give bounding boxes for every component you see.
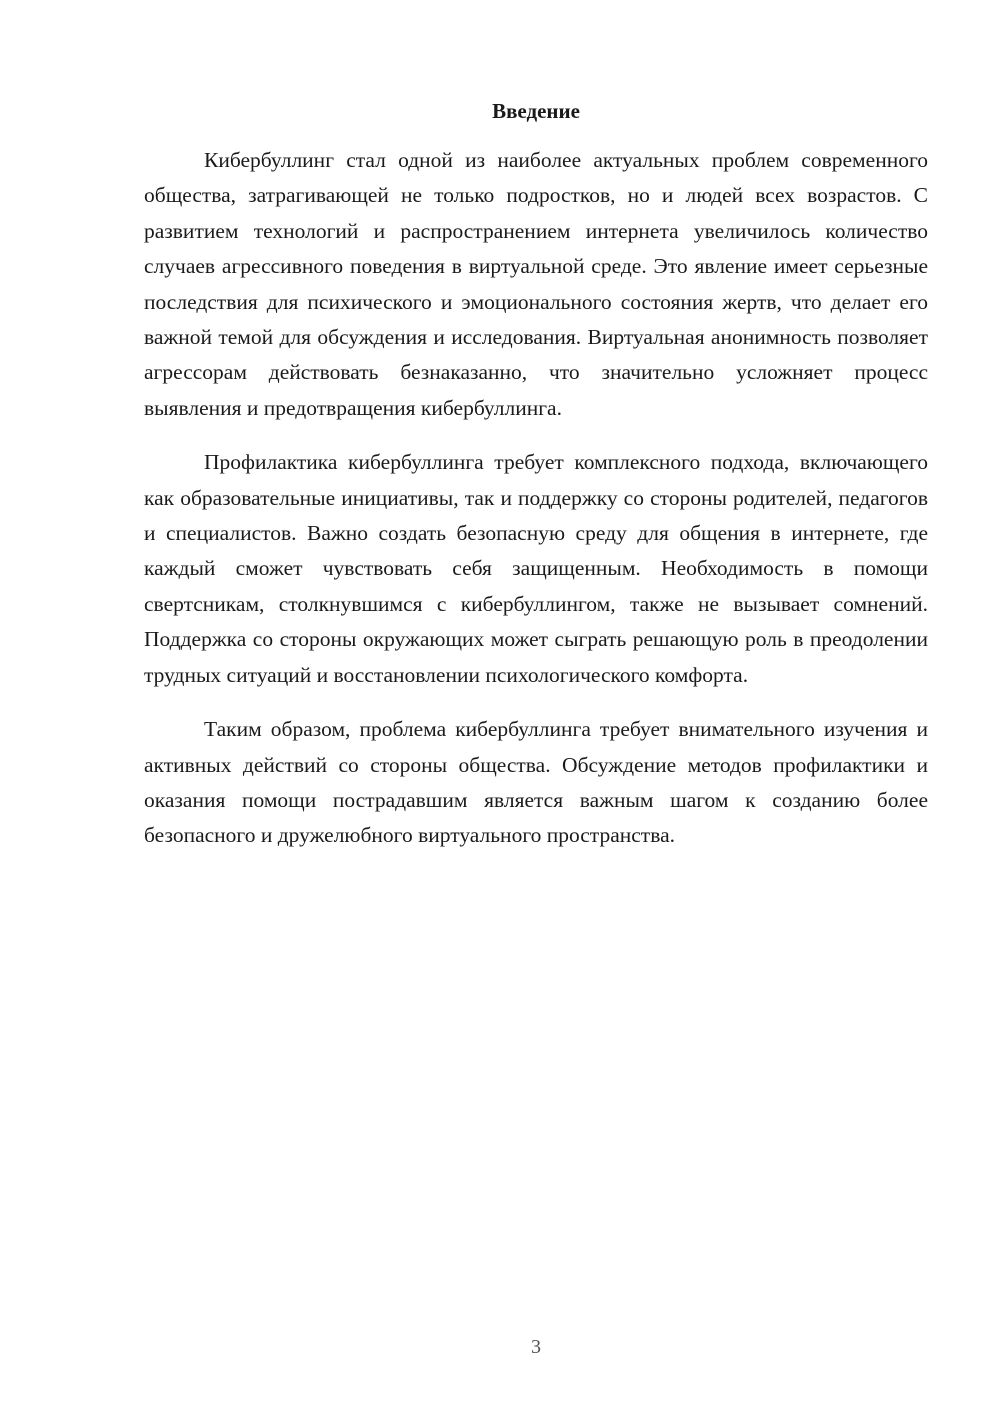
page-number: 3 [531, 1336, 541, 1358]
paragraph-3: Таким образом, проблема кибербуллинга требует внимательного изучения и активных действий со стороны общества. Обсуждение методов профилактики и оказания помощи пострадавшим является важным шагом к созданию более безопасного и дружелюбного виртуального пространства. [144, 717, 928, 848]
paragraph-1: Кибербуллинг стал одной из наиболее актуальных проблем современного общества, затрагивающей не только подростков, но и людей всех возрастов. С развитием технологий и распространением интернета увеличилось количество случаев агрессивного поведения в виртуальной среде. Это явление имеет серьезные последствия для психического и эмоционального состояния жертв, что делает его важной темой для обсуждения и исследования. Виртуальная анонимность позволяет агрессорам действовать безнаказанно, что значительно усложняет процесс выявления и предотвращения кибербуллинга. [144, 148, 928, 420]
paragraph-2: Профилактика кибербуллинга требует комплексного подхода, включающего как образовательные инициативы, так и поддержку со стороны родителей, педагогов и специалистов. Важно создать безопасную среду для общения в интернете, где каждый сможет чувствовать себя защищенным. Необходимость в помощи свертсникам, столкнувшимся с кибербуллингом, также не вызывает сомнений. Поддержка со стороны окружающих может сыграть решающую роль в преодолении трудных ситуаций и восстановлении психологического комфорта. [144, 450, 928, 687]
body-text [144, 143, 928, 873]
page-title: Введение [492, 99, 580, 123]
